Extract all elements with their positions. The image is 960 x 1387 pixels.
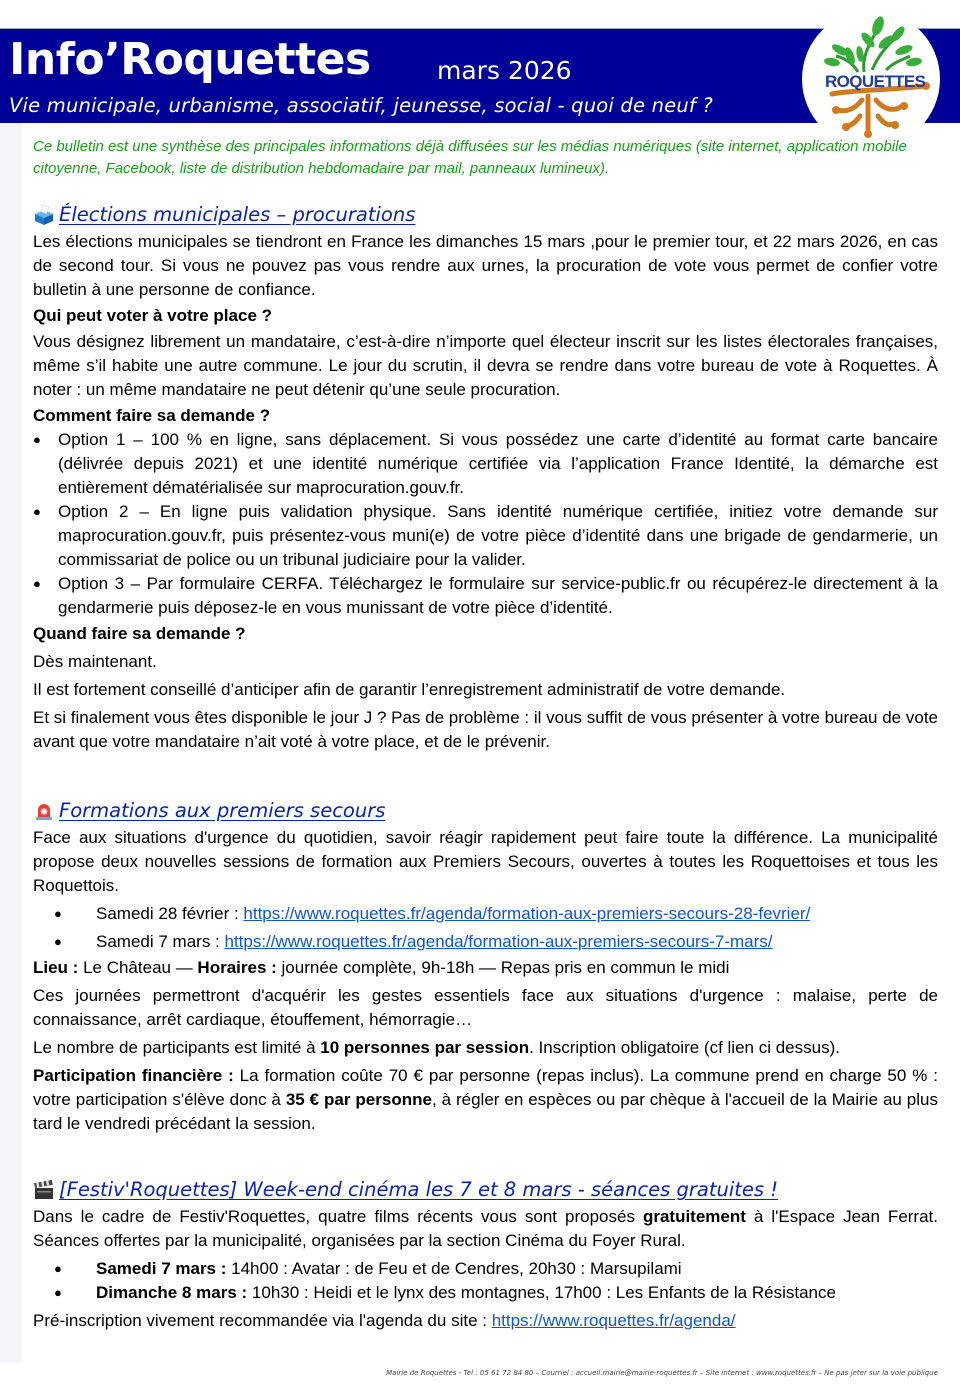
screenings: 10h30 : Heidi et le lynx des montagnes, 17h00 : Les Enfants de la Résistance [247,1283,836,1302]
text-bold: gratuitement [642,1207,746,1226]
issue-date: mars 2026 [437,56,572,85]
section-title-cinema[interactable] [33,1177,938,1203]
section-elections [33,202,938,754]
location-hours [33,956,938,980]
page-margin-strip [0,123,22,1363]
ballot-box-icon [33,205,55,225]
newsletter-tagline: Vie municipale, urbanisme, associatif, jeunesse, social - quoi de neuf ? [9,94,713,117]
value: Le Château — [78,958,198,977]
text: Dans le cadre de Festiv'Roquettes, quatre films récents vous sont proposés [33,1207,643,1226]
section-title-text: Élections municipales – procurations [59,203,416,226]
section-cinema [33,1177,938,1333]
session-link[interactable]: https://www.roquettes.fr/agenda/formation-aux-premiers-secours-7-mars/ [224,932,773,951]
label: Lieu : [33,958,79,977]
screenings: 14h00 : Avatar : de Feu et de Cendres, 20h30 : Marsupilami [226,1259,682,1278]
text: Le nombre de participants est limité à [33,1038,321,1057]
list-item: ● Option 1 – 100 % en ligne, sans déplacement. Si vous possédez une carte d’identité au format carte bancaire (délivrée depuis 2021) et une identité numérique certifiée via l’application France Identité, la démarche est entièrement dématérialisée sur maprocuration.gouv.fr. [33,428,938,500]
paragraph: Vous désignez librement un mandataire, c’est-à-dire n’importe quel électeur inscrit sur les listes électorales françaises, même s’il habite une autre commune. Le jour du scrutin, il devra se rendre dans votre bureau de vote à Roquettes. À noter : un même mandataire ne peut détenir qu’une seule procuration. [33,332,938,399]
section-first-aid [33,798,938,1136]
paragraph: Face aux situations d'urgence du quotidien, savoir réagir rapidement peut faire toute la différence. La municipalité propose deux nouvelles sessions de formation aux Premiers Secours, ouvertes à toutes les Roquettoises et tous les Roquettois. [33,828,938,895]
day-label: Dimanche 8 mars : [96,1283,248,1302]
text: La formation coûte 70 € par personne (repas inclus). La commune prend en charge 50 % : votre participation s'élève donc à [33,1066,938,1109]
paragraph [33,1036,938,1060]
paragraph [33,1309,938,1333]
subheading: Quand faire sa demande ? [33,624,246,643]
value: journée complète, 9h-18h — Repas pris en commun le midi [276,958,730,977]
logo-text: ROQUETTES [825,72,926,91]
section-title-first-aid[interactable] [33,798,938,824]
paragraph: Ces journées permettront d'acquérir les gestes essentiels face aux situations d'urgence : malaise, perte de connaissance, arrêt cardiaque, étouffement, hémorragie… [33,986,938,1029]
subheading: Comment faire sa demande ? [33,406,271,425]
sessions-list [33,902,938,954]
screenings-list [33,1257,938,1305]
clapperboard-icon [33,1180,55,1200]
text: , à régler en espèces ou par chèque à l'accueil de la Mairie au plus tard le vendredi précédant la session. [33,1090,938,1133]
text-bold: 10 personnes par session [320,1038,530,1057]
session-link[interactable]: https://www.roquettes.fr/agenda/formation-aux-premiers-secours-28-fevrier/ [243,904,811,923]
label: Participation financière : [33,1066,234,1085]
label: Horaires : [197,958,277,977]
paragraph [33,1064,938,1136]
session-label: Samedi 7 mars : [96,932,225,951]
list-item [33,930,938,954]
list-item [33,1257,938,1281]
paragraph [33,1205,938,1253]
list-item [33,902,938,926]
paragraph: Il est fortement conseillé d’anticiper afin de garantir l’enregistrement administratif de votre demande. [33,680,786,699]
section-title-text: Formations aux premiers secours [59,799,386,822]
text: . Inscription obligatoire (cf lien ci dessus). [529,1038,840,1057]
section-title-elections[interactable] [33,202,938,228]
paragraph: Dès maintenant. [33,652,157,671]
text: à l'Espace Jean Ferrat. Séances offertes par la municipalité, organisées par la section Cinéma du Foyer Rural. [33,1207,938,1250]
text-bold: 35 € par personne [285,1090,432,1109]
agenda-link[interactable]: https://www.roquettes.fr/agenda/ [491,1311,736,1330]
session-label: Samedi 28 février : [96,904,244,923]
footer-contact: Mairie de Roquettes - Tel : 05 61 72 84 80 – Courriel : accueil.mairie@mairie-roquettes.fr – Site internet : www.roquettes.fr – Ne pas jeter sur la voie publique [386,1369,938,1377]
siren-icon [33,801,55,821]
paragraph: Et si finalement vous êtes disponible le jour J ? Pas de problème : il vous suffit de vous présenter à votre bureau de vote avant que votre mandataire n’ait voté à votre place, et de le prévenir. [33,708,938,751]
text: Pré-inscription vivement recommandée via l'agenda du site : [33,1311,492,1330]
subheading: Qui peut voter à votre place ? [33,306,273,325]
intro-note: Ce bulletin est une synthèse des principales informations déjà diffusées sur les médias numériques (site internet, application mobile citoyenne, Facebook, liste de distribution hebdomadaire par mail, panneaux lumineux). [33,138,907,177]
list-item: ● Option 3 – Par formulaire CERFA. Téléchargez le formulaire sur service-public.fr ou récupérez-le directement à la gendarmerie puis déposez-le en vous munissant de votre pièce d’identité. [33,572,938,620]
procuration-options-list [33,428,938,620]
list-item [33,1281,938,1305]
list-item: ● Option 2 – En ligne puis validation physique. Sans identité numérique certifiée, initiez votre demande sur maprocuration.gouv.fr, puis présentez-vous muni(e) de votre pièce d’identité dans une brigade de gendarmerie, un commissariat de police ou un tribunal judiciaire pour la valider. [33,500,938,572]
section-title-text: [Festiv'Roquettes] Week-end cinéma les 7 et 8 mars - séances gratuites ! [59,1178,779,1201]
newsletter-title: Info’Roquettes [9,34,371,85]
paragraph: Les élections municipales se tiendront en France les dimanches 15 mars ,pour le premier tour, et 22 mars 2026, en cas de second tour. Si vous ne pouvez pas vous rendre aux urnes, la procuration de vote vous permet de confier votre bulletin à une personne de confiance. [33,232,938,299]
day-label: Samedi 7 mars : [96,1259,227,1278]
